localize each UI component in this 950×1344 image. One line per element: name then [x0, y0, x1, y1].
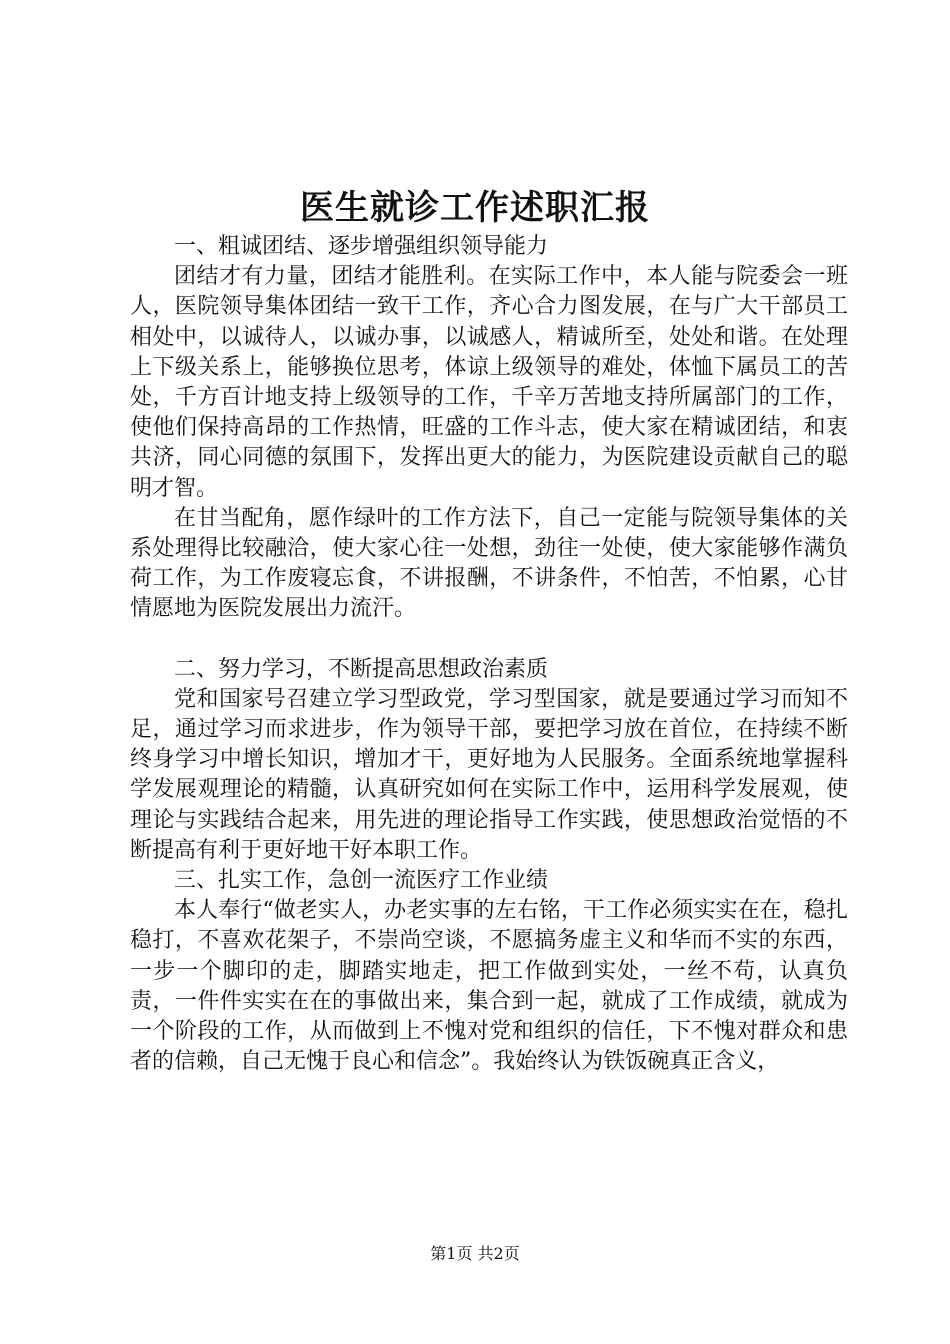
section-heading-3: 三、扎实工作，急创一流医疗工作业绩	[174, 868, 549, 894]
paragraph-spacer	[130, 625, 848, 655]
section-3-paragraph-1: 本人奉行“做老实人，办老实事的左右铭，干工作必须实实在在，稳扎稳打，不喜欢花架子，不崇尚空谈，不愿搞务虚主义和华而不实的东西，一步一个脚印的走，脚踏实地走，把工作做到实处，一丝不苟，认真负责，一件件实实在在的事做出来，集合到一起，就成了工作成绩，就成为一个阶段的工作，从而做到上不愧对党和组织的信任，下不愧对群众和患者的信赖，自己无愧于良心和信念”。我始终认为铁饭碗真正含义，	[130, 898, 848, 1075]
document-title: 医生就诊工作述职汇报	[300, 188, 650, 228]
page-footer: 第1页 共2页	[430, 1244, 520, 1263]
section-2-paragraph-1: 党和国家号召建立学习型政党，学习型国家，就是要通过学习而知不足，通过学习而求进步，作为领导干部，要把学习放在首位，在持续不断终身学习中增长知识，增加才干，更好地为人民服务。全面系统地掌握科学发展观理论的精髓，认真研究如何在实际工作中，运用科学发展观，使理论与实践结合起来，用先进的理论指导工作实践，使思想政治觉悟的不断提高有利于更好地干好本职工作。	[130, 686, 848, 863]
section-1-paragraph-2: 在甘当配角，愿作绿叶的工作方法下，自己一定能与院领导集体的关系处理得比较融洽，使大家心往一处想，劲往一处使，使大家能够作满负荷工作，为工作废寝忘食，不讲报酬，不讲条件，不怕苦，不怕累，心甘情愿地为医院发展出力流汗。	[130, 505, 848, 622]
section-heading-1: 一、粗诚团结、逐步增强组织领导能力	[174, 234, 549, 259]
section-heading-2: 二、努力学习，不断提高思想政治素质	[174, 656, 549, 682]
document-body	[130, 232, 848, 1077]
section-1-paragraph-1: 团结才有力量，团结才能胜利。在实际工作中，本人能与院委会一班人，医院领导集体团结一致干工作，齐心合力图发展，在与广大干部员工相处中，以诚待人，以诚办事，以诚感人，精诚所至，处处和谐。在处理上下级关系上，能够换位思考，体谅上级领导的难处，体恤下属员工的苦处，千方百计地支持上级领导的工作，千辛万苦地支持所属部门的工作，使他们保持高昂的工作热情，旺盛的工作斗志，使大家在精诚团结，和衷共济，同心同德的氛围下，发挥出更大的能力，为医院建设贡献自己的聪明才智。	[130, 264, 848, 501]
